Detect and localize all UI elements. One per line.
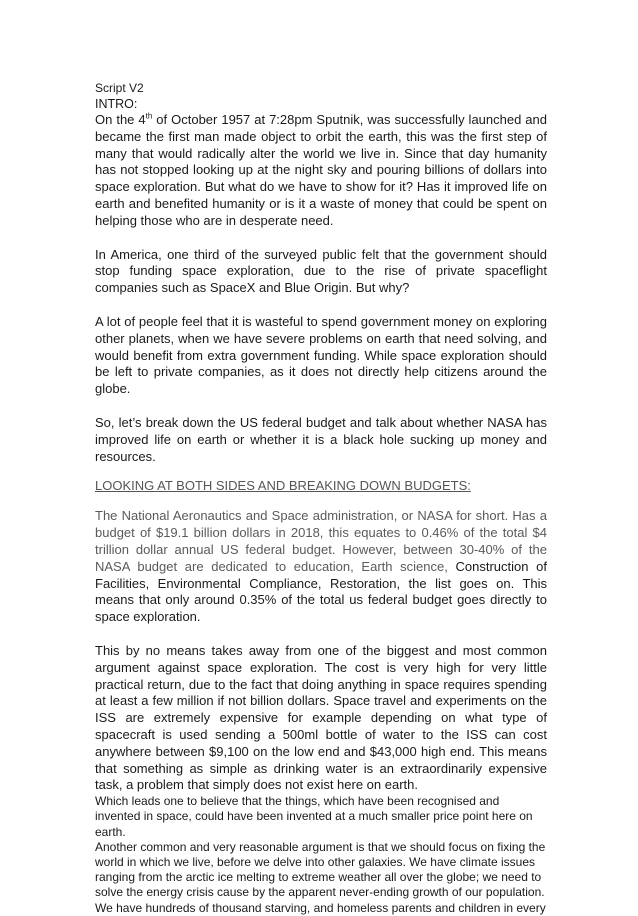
intro-label: INTRO: (95, 97, 138, 111)
spacer (95, 297, 547, 314)
spacer (95, 230, 547, 247)
document-title: Script V2 (95, 81, 144, 95)
nasa-budget-text-dark: Construction of Facilities, Environmental Compliance, Restoration, the list goes on. This means that only around 0.35% of the total us federal budget goes directly to space exploration. (95, 558, 547, 625)
spacer (95, 494, 547, 508)
nasa-budget-text-grey: The National Aeronautics and Space administration, or NASA for short. Has a budget of $19.1 billion dollars in 2018, this equates to 0.46% of the total $4 trillion dollar annual US federal budget. However, between 30-40% of the NASA budget are dedicated to education, Earth science, (95, 508, 547, 574)
america-paragraph: In America, one third of the surveyed public felt that the government should stop funding space exploration, due to the rise of private spaceflight companies such as SpaceX and Blue Origin. But why? (95, 246, 547, 296)
invented-paragraph: Which leads one to believe that the things, which have been recognised and invented in space, could have been invented at a much smaller price point here on earth. (95, 794, 533, 839)
spacer (95, 626, 547, 643)
section-heading-budgets: LOOKING AT BOTH SIDES AND BREAKING DOWN BUDGETS: (95, 478, 471, 494)
intro-paragraph (95, 112, 547, 230)
ordinal-suffix: th (145, 111, 153, 121)
breakdown-paragraph: So, let’s break down the US federal budget and talk about whether NASA has improved life on earth or whether it is a black hole sucking up money and resources. (95, 414, 547, 464)
intro-text-rest: of October 1957 at 7:28pm Sputnik, was successfully launched and became the first man made object to orbit the earth, this was the first step of many that would radically alter the world we live in. Since that day humanity has not stopped looking up at the night sky and pouring billions of dollars into space exploration. But what do we have to show for it? Has it improved life on earth and benefited humanity or is it a waste of money that could be spent on helping those who are in desperate need. (95, 112, 547, 228)
spacer (95, 398, 547, 415)
cost-paragraph: This by no means takes away from one of the biggest and most common argument against space exploration. The cost is very high for very little practical return, due to the fact that doing anything in space requires spending at least a few million if not billion dollars. Space travel and experiments on the ISS are extremely expensive for example depending on what type of spacecraft is used sending a 500ml bottle of water to the ISS can cost anywhere between $9,100 on the low end and $43,000 high end. This means that something as simple as drinking water is an extraordinarily expensive task, a problem that simply does not exist here on earth. (95, 642, 547, 793)
spacer (95, 465, 547, 477)
another-argument-paragraph: Another common and very reasonable argument is that we should focus on fixing the world in which we live, before we delve into other galaxies. We have climate issues ranging from the arctic ice melting to extreme weather all over the globe; we need to solve the energy crisis cause by the apparent never-ending growth of our population. We have hundreds of thousand starving, and homeless parents and children in every (95, 839, 546, 915)
document-page (95, 80, 547, 916)
nasa-budget-paragraph (95, 508, 547, 626)
wasteful-paragraph: A lot of people feel that it is wasteful to spend government money on exploring other planets, when we have severe problems on earth that need solving, and would benefit from extra government funding. While space exploration should be left to private companies, as it does not directly help citizens around the globe. (95, 313, 547, 397)
intro-text-start: On the 4 (95, 112, 146, 127)
